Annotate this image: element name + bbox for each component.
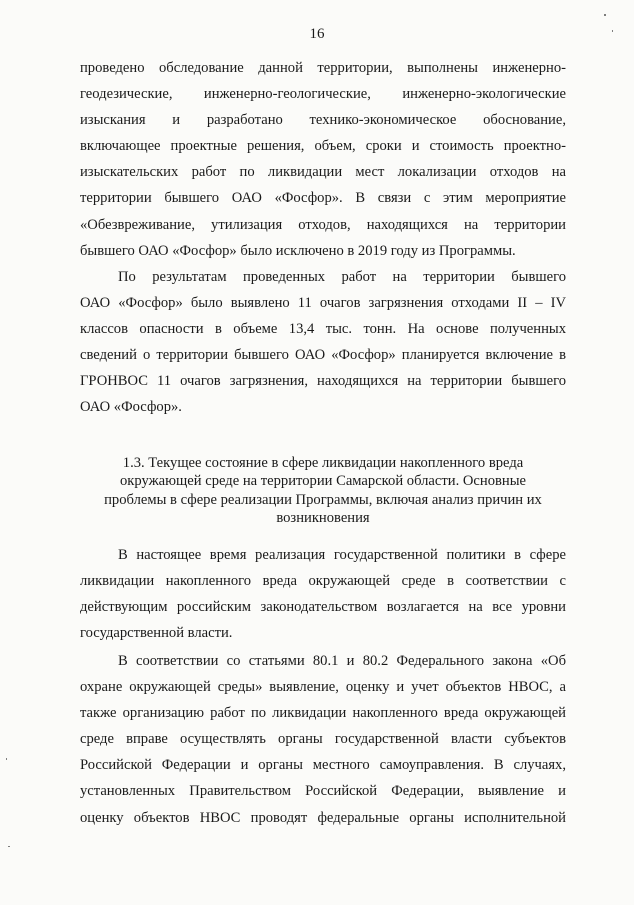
text-line: изыскания и разработано технико-экономическое обоснование,	[80, 112, 566, 129]
text-line: государственной власти.	[80, 625, 233, 642]
paragraph-federal-law	[80, 648, 566, 831]
text-line: геодезические, инженерно-геологические, инженерно-экологические	[80, 86, 566, 103]
text-line: среде вправе осуществлять органы государственной власти субъектов	[80, 731, 566, 748]
text-line: также организацию работ по ликвидации накопленного вреда окружающей	[80, 705, 566, 722]
page-number: 16	[309, 26, 325, 42]
text-line: ОАО «Фосфор» было выявлено 11 очагов загрязнения отходами II – IV	[80, 295, 566, 312]
text-line: ОАО «Фосфор».	[80, 399, 182, 416]
text-line: проведено обследование данной территории, выполнены инженерно-	[80, 60, 566, 76]
scan-speck	[8, 846, 10, 847]
text-line: установленных Правительством Российской Федерации, выявление и	[80, 783, 566, 800]
text-line: охране окружающей среды» выявление, оценку и учет объектов НВОС, а	[80, 679, 566, 696]
text-line: оценку объектов НВОС проводят федеральные органы исполнительной	[80, 809, 566, 826]
text-line: Российской Федерации и органы местного самоуправления. В случаях,	[80, 757, 566, 774]
text-line: изыскательских работ по ликвидации мест локализации отходов на	[80, 164, 566, 181]
heading-line: проблемы в сфере реализации Программы, включая анализ причин их	[104, 491, 542, 508]
text-line: действующим российским законодательством возлагается на все уровни	[80, 599, 566, 616]
heading-line: окружающей среде на территории Самарской области. Основные	[120, 473, 526, 490]
text-line: ГРОНВОС 11 очагов загрязнения, находящихся на территории бывшего	[80, 373, 566, 390]
text-line: классов опасности в объеме 13,4 тыс. тонн. На основе полученных	[80, 321, 566, 338]
text-line: бывшего ОАО «Фосфор» было исключено в 2019 году из Программы.	[80, 242, 516, 259]
text-line: территории бывшего ОАО «Фосфор». В связи с этим мероприятие	[80, 190, 566, 207]
scan-speck	[612, 30, 613, 32]
text-line: По результатам проведенных работ на территории бывшего	[118, 269, 566, 285]
text-line: «Обезвреживание, утилизация отходов, находящихся на территории	[80, 216, 566, 233]
text-line: сведений о территории бывшего ОАО «Фосфор» планируется включение в	[80, 347, 566, 364]
section-heading	[92, 454, 554, 528]
heading-line: возникновения	[276, 510, 370, 527]
text-line: В настоящее время реализация государственной политики в сфере	[118, 547, 566, 563]
paragraph-current-state	[80, 542, 566, 646]
text-line: включающее проектные решения, объем, сроки и стоимость проектно-	[80, 138, 566, 155]
text-line: В соответствии со статьями 80.1 и 80.2 Федерального закона «Об	[118, 653, 566, 669]
text-line: ликвидации накопленного вреда окружающей среде в соответствии с	[80, 573, 566, 590]
scan-speck	[604, 14, 606, 16]
heading-line: 1.3. Текущее состояние в сфере ликвидации накопленного вреда	[122, 455, 524, 471]
scan-speck	[6, 758, 7, 760]
paragraph-continuation	[80, 55, 566, 264]
paragraph-results	[80, 264, 566, 421]
